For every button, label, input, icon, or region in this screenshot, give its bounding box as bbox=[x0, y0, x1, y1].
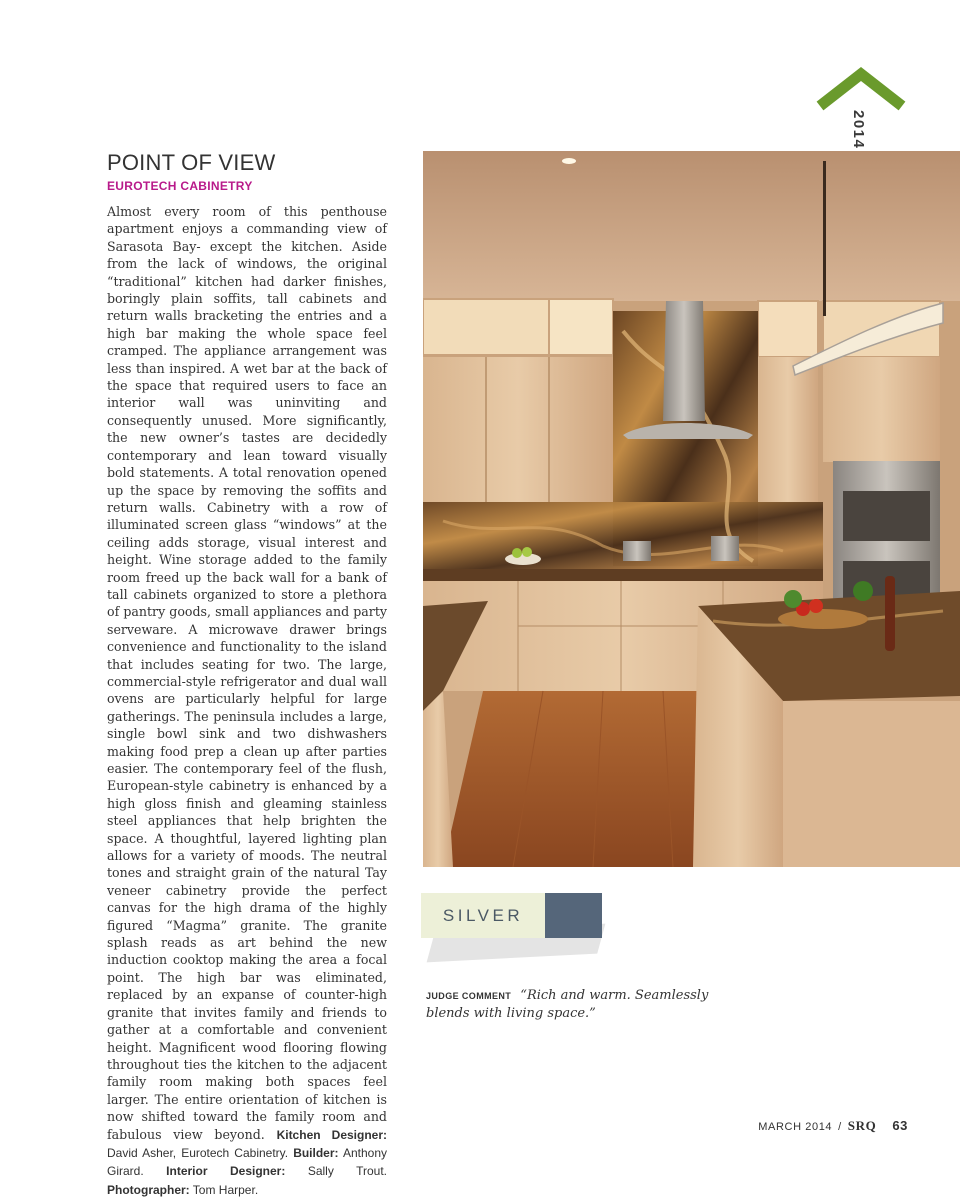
award-year: 2014 bbox=[850, 110, 867, 150]
chevron-up-icon bbox=[814, 66, 908, 112]
article bbox=[107, 150, 387, 1199]
award-level-tag bbox=[421, 893, 545, 938]
award-color-swatch bbox=[545, 893, 602, 938]
article-body bbox=[107, 203, 387, 1199]
judge-comment-label: JUDGE COMMENT bbox=[426, 991, 512, 1001]
credit-interior: Sally Trout. bbox=[307, 1164, 387, 1179]
article-body-text: Almost every room of this penthouse apartment enjoys a commanding view of Sarasota Bay- except the kitchen. Aside from the lack of windows, the original “traditional” kitchen had darker finishes, boringly plain soffits, tall cabinets and return walls bracketing the entries and a high bar making the whole space feel cramped. The appliance arrangement was less than inspired. A wet bar at the back of the space that required users to face an interior wall was uninviting and consequently unused. More significantly, the new owner’s tastes are decidedly contemporary and lean toward visually bold statements. A total renovation opened up the space by removing the soffits and return walls. Cabinetry with a row of illuminated screen glass “windows” at the ceiling adds storage, visual interest and height. Wine storage added to the family room freed up the back wall for a bank of tall cabinets organized to store a plethora of pantry goods, small appliances and party serveware. A microwave drawer brings convenience and functionality to the island that includes seating for two. The large, commercial-style refrigerator and dual wall ovens are particularly helpful for large gatherings. The peninsula includes a large, single bowl sink and two dishwashers making food prep a clean up after parties easier. The contemporary feel of the flush, European-style cabinetry is enhanced by a high gloss finish and gleaming stainless steel appliances that help brighten the space. A thoughtful, layered lighting plan allows for a variety of moods. The neutral tones and straight grain of the natural Tay veneer cabinetry provide the perfect canvas for the high drama of the highly figured “Magma” granite. The granite splash reads as art behind the new induction cooktop making the area a focal point. The high bar was eliminated, replaced by an expanse of counter-high granite that invites family and friends to gather at a comfortable and convenient height. Magnificent wood flooring flowing throughout ties the kitchen to the adjacent family room making both spaces feel larger. The entire orientation of kitchen is now shifted toward the family room and fabulous view beyond. bbox=[107, 204, 387, 1142]
magazine-name: SRQ bbox=[847, 1118, 877, 1133]
credit-interior-label: Interior Designer: bbox=[166, 1164, 286, 1179]
page-footer bbox=[758, 1118, 908, 1134]
credit-builder: Anthony Girard. bbox=[107, 1145, 387, 1179]
credit-designer-label: Kitchen Designer: bbox=[276, 1127, 387, 1142]
judge-comment-quote: “Rich and warm. Seamlessly blends with living space.” bbox=[426, 988, 709, 1021]
article-title: POINT OF VIEW bbox=[107, 150, 276, 175]
footer-separator: / bbox=[838, 1121, 842, 1133]
credit-photographer: Tom Harper. bbox=[192, 1182, 259, 1197]
kitchen-photo bbox=[423, 151, 960, 867]
award-level: SILVER bbox=[442, 905, 524, 925]
issue-date: MARCH 2014 bbox=[758, 1121, 833, 1133]
page-number: 63 bbox=[892, 1118, 908, 1133]
article-subtitle: EUROTECH CABINETRY bbox=[107, 179, 253, 193]
credit-photographer-label: Photographer: bbox=[107, 1182, 190, 1197]
credit-designer: David Asher, Eurotech Cabinetry. bbox=[107, 1145, 289, 1160]
credit-builder-label: Builder: bbox=[293, 1145, 339, 1160]
judge-comment bbox=[426, 986, 726, 1022]
